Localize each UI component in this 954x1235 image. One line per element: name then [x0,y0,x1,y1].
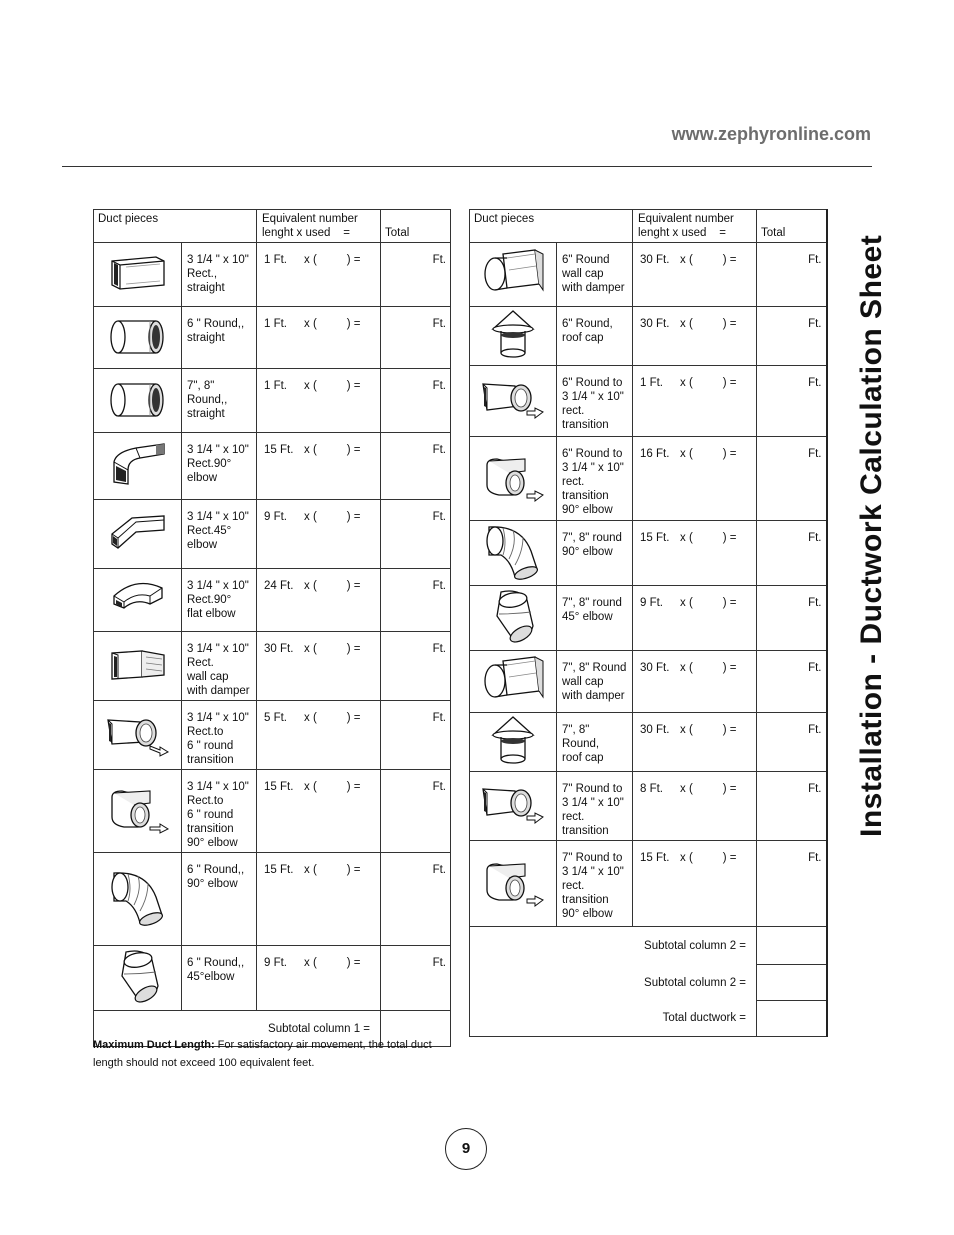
total-feet-cell: Ft. [757,586,827,651]
duct-piece-description: 6 " Round,, 45°elbow [182,946,257,1011]
total-feet-cell: Ft. [381,500,451,569]
equivalent-length-formula: 5 Ft. x ( ) = [257,701,381,770]
subtotal-column-2-repeat [470,965,827,1001]
duct-piece-description: 3 1/4 " x 10" Rect.to 6 " round transition 90° elbow [182,770,257,853]
right-header-row [470,210,827,243]
duct-piece-description: 3 1/4 " x 10" Rect. wall cap with damper [182,632,257,701]
total-feet-cell: Ft. [757,651,827,713]
duct-piece-description: 3 1/4 " x 10" Rect.90° flat elbow [182,569,257,632]
side-title-text: Installation - Ductwork Calculation Sheet [855,234,888,837]
header-divider [62,166,872,167]
total-ductwork [470,1001,827,1037]
duct-piece-row [470,841,827,927]
equivalent-length-formula: 16 Ft. x ( ) = [633,437,757,521]
duct-piece-row [94,853,451,946]
total-feet-cell: Ft. [757,437,827,521]
total-feet-cell: Ft. [381,433,451,500]
total-feet-cell: Ft. [757,307,827,366]
total-feet-cell: Ft. [757,772,827,841]
duct-piece-row [94,632,451,701]
round-rect-transition-icon [470,366,557,437]
duct-piece-description: 7", 8" Round,, straight [182,369,257,433]
subtotal-column-2 [470,927,827,965]
round-rect-elbow-icon [470,841,557,927]
duct-piece-row [94,946,451,1011]
duct-piece-row [470,772,827,841]
subtotal-column-2-label: Subtotal column 2 = [470,927,757,965]
total-feet-cell: Ft. [381,853,451,946]
equivalent-length-formula: 15 Ft. x ( ) = [257,770,381,853]
max-duct-length-note [93,1036,453,1072]
round-rect-transition-icon [470,772,557,841]
duct-piece-description: 6" Round, roof cap [557,307,633,366]
equivalent-length-formula: 1 Ft. x ( ) = [257,243,381,307]
equivalent-length-formula: 9 Ft. x ( ) = [633,586,757,651]
equivalent-number-header: Equivalent number lenght x used = [633,210,757,243]
duct-piece-description: 6" Round to 3 1/4 " x 10" rect. transition 90° elbow [557,437,633,521]
equivalent-length-formula: 9 Ft. x ( ) = [257,946,381,1011]
equivalent-length-formula: 8 Ft. x ( ) = [633,772,757,841]
duct-piece-row [94,307,451,369]
page-number: 9 [445,1128,487,1170]
duct-piece-row [94,369,451,433]
equivalent-length-formula: 24 Ft. x ( ) = [257,569,381,632]
equivalent-length-formula: 30 Ft. x ( ) = [633,307,757,366]
total-ductwork-label: Total ductwork = [470,1001,757,1037]
duct-piece-row [470,366,827,437]
total-feet-cell: Ft. [757,243,827,307]
total-feet-cell: Ft. [757,841,827,927]
round-wall-cap-icon [470,243,557,307]
total-feet-cell: Ft. [381,569,451,632]
equivalent-length-formula: 30 Ft. x ( ) = [633,713,757,772]
duct-piece-row [470,437,827,521]
duct-piece-row [94,569,451,632]
rect-45-elbow-icon [94,500,182,569]
duct-piece-description: 6" Round to 3 1/4 " x 10" rect. transition [557,366,633,437]
total-feet-cell: Ft. [757,366,827,437]
rect-straight-duct-icon [94,243,182,307]
rect-wall-cap-icon [94,632,182,701]
duct-piece-description: 7", 8" Round, roof cap [557,713,633,772]
duct-piece-description: 3 1/4 " x 10" Rect.90° elbow [182,433,257,500]
duct-piece-row [94,433,451,500]
round-45-elbow-icon [94,946,182,1011]
total-header: Total [757,210,827,243]
subtotal-column-2-repeat-value[interactable] [757,965,827,1001]
side-title [852,207,892,837]
duct-pieces-header: Duct pieces [94,210,257,243]
duct-piece-row [470,586,827,651]
duct-piece-row [94,500,451,569]
duct-piece-description: 6 " Round,, straight [182,307,257,369]
round-45-elbow-icon [470,586,557,651]
total-ductwork-value[interactable] [757,1001,827,1037]
equivalent-length-formula: 15 Ft. x ( ) = [633,521,757,586]
rect-round-transition-icon [94,701,182,770]
total-feet-cell: Ft. [381,307,451,369]
duct-piece-row [470,521,827,586]
total-feet-cell: Ft. [381,243,451,307]
duct-piece-description: 3 1/4 " x 10" Rect.to 6 " round transition [182,701,257,770]
roof-cap-icon [470,307,557,366]
duct-piece-description: 7", 8" round 45° elbow [557,586,633,651]
equivalent-length-formula: 1 Ft. x ( ) = [257,307,381,369]
website-url: www.zephyronline.com [671,124,871,144]
duct-table-left [93,209,451,1047]
total-feet-cell: Ft. [757,521,827,586]
left-header-row [94,210,451,243]
equivalent-length-formula: 30 Ft. x ( ) = [633,243,757,307]
note-heading: Maximum Duct Length: [93,1039,215,1051]
total-feet-cell: Ft. [381,632,451,701]
duct-piece-description: 7" Round to 3 1/4 " x 10" rect. transition [557,772,633,841]
round-90-elbow-icon [94,853,182,946]
subtotal-column-1-label: Subtotal column 1 = [94,1011,381,1047]
duct-piece-description: 7" Round to 3 1/4 " x 10" rect. transition 90° elbow [557,841,633,927]
duct-piece-row [470,651,827,713]
duct-table-right [469,209,828,1037]
round-straight-duct-icon [94,307,182,369]
total-feet-cell: Ft. [381,770,451,853]
equivalent-length-formula: 30 Ft. x ( ) = [257,632,381,701]
duct-piece-description: 3 1/4 " x 10" Rect., straight [182,243,257,307]
equivalent-length-formula: 15 Ft. x ( ) = [257,853,381,946]
total-feet-cell: Ft. [381,369,451,433]
duct-piece-row [94,770,451,853]
total-header: Total [381,210,451,243]
note-text: For satisfactory air movement, the total duct length should not exceed 100 equivalent feet. [93,1039,432,1069]
equivalent-length-formula: 15 Ft. x ( ) = [633,841,757,927]
equivalent-length-formula: 30 Ft. x ( ) = [633,651,757,713]
duct-piece-row [470,243,827,307]
equivalent-length-formula: 15 Ft. x ( ) = [257,433,381,500]
round-rect-elbow-icon [470,437,557,521]
total-feet-cell: Ft. [757,713,827,772]
total-feet-cell: Ft. [381,701,451,770]
rect-flat-elbow-icon [94,569,182,632]
duct-piece-description: 3 1/4 " x 10" Rect.45° elbow [182,500,257,569]
equivalent-length-formula: 9 Ft. x ( ) = [257,500,381,569]
duct-piece-row [94,701,451,770]
roof-cap-icon [470,713,557,772]
duct-piece-row [94,243,451,307]
subtotal-column-2-repeat-label: Subtotal column 2 = [470,965,757,1001]
equivalent-number-header: Equivalent number lenght x used = [257,210,381,243]
equivalent-length-formula: 1 Ft. x ( ) = [257,369,381,433]
duct-piece-row [470,713,827,772]
transition-90-elbow-icon [94,770,182,853]
duct-piece-description: 7", 8" Round wall cap with damper [557,651,633,713]
duct-piece-row [470,307,827,366]
duct-pieces-header: Duct pieces [470,210,633,243]
total-feet-cell: Ft. [381,946,451,1011]
rect-90-elbow-icon [94,433,182,500]
duct-piece-description: 6" Round wall cap with damper [557,243,633,307]
subtotal-column-2-value[interactable] [757,927,827,965]
round-90-elbow-icon [470,521,557,586]
duct-piece-description: 7", 8" round 90° elbow [557,521,633,586]
round-straight-duct-icon [94,369,182,433]
duct-piece-description: 6 " Round,, 90° elbow [182,853,257,946]
equivalent-length-formula: 1 Ft. x ( ) = [633,366,757,437]
round-wall-cap-icon [470,651,557,713]
